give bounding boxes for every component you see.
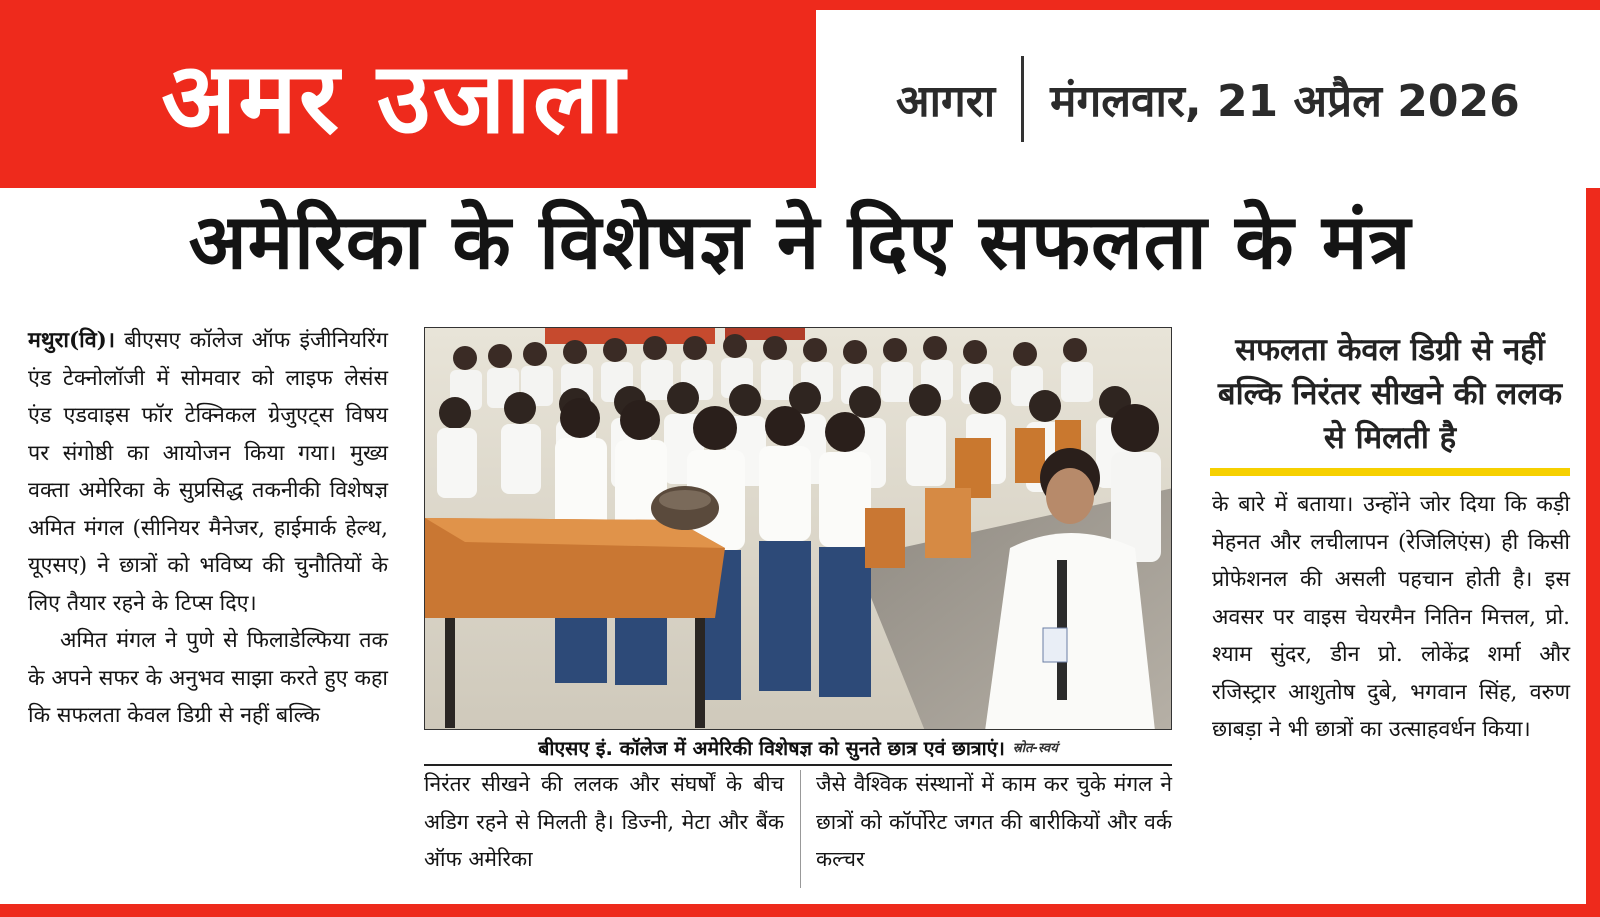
article-column-middle-1: निरंतर सीखने की ललक और संघर्षों के बीच अडिग रहने से मिलती है। डिज्नी, मेटा और बैंक ऑफ अमेरिका (424, 772, 784, 871)
edition-date: मंगलवार, 21 अप्रैल 2026 (1050, 76, 1520, 127)
masthead-dateline (812, 0, 1600, 188)
photo-credit: स्रोत-स्वयं (1012, 741, 1058, 756)
article-dateline: मथुरा(वि)। (28, 328, 115, 353)
photo-caption (424, 732, 1172, 762)
pull-quote-underline (1210, 468, 1570, 476)
article-paragraph-1 (28, 322, 388, 622)
article-headline: अमेरिका के विशेषज्ञ ने दिए सफलता के मंत्र (188, 197, 1412, 286)
column-divider (800, 770, 801, 888)
pull-quote: सफलता केवल डिग्री से नहीं बल्कि निरंतर सीखने की ललक से मिलती है (1217, 332, 1563, 456)
classroom-photo-illustration (425, 328, 1172, 730)
article-column-left (28, 322, 388, 735)
edition-city: आगरा (896, 76, 996, 127)
article-paragraph-2: अमित मंगल ने पुणे से फिलाडेल्फिया तक के अपने सफर के अनुभव साझा करते हुए कहा कि सफलता केवल डिग्री से नहीं बल्कि (28, 628, 388, 728)
caption-text: बीएसए इं. कॉलेज में अमेरिकी विशेषज्ञ को सुनते छात्र एवं छात्राएं। (538, 736, 1005, 760)
article-column-middle-2: जैसे वैश्विक संस्थानों में काम कर चुके मंगल ने छात्रों को कॉर्पोरेट जगत की बारीकियों और वर्क कल्चर (816, 772, 1172, 871)
article-column-right: के बारे में बताया। उन्होंने जोर दिया कि कड़ी मेहनत और लचीलापन (रेजिलिएंस) ही किसी प्रोफेशनल की असली पहचान होती है। इस अवसर पर वाइस चेयरमैन नितिन मित्तल, प्रो. श्याम सुंदर, डीन प्रो. लोकेंद्र शर्मा और रजिस्ट्रार आशुतोष दुबे, भगवान सिंह, वरुण छाबड़ा ने भी छात्रों का उत्साहवर्धन किया। (1212, 492, 1570, 742)
masthead-logo (0, 0, 812, 188)
page-frame-right (1586, 188, 1600, 917)
paragraph-1-text: बीएसए कॉलेज ऑफ इंजीनियरिंग एंड टेक्नोलॉजी में सोमवार को लाइफ लेसंस एंड एडवाइस फॉर टेक्निकल ग्रेजुएट्स विषय पर संगोष्ठी का आयोजन किया गया। मुख्य वक्ता अमेरिका के सुप्रसिद्ध तकनीकी विशेषज्ञ अमित मंगल (सीनियर मैनेजर, हाईमार्क हेल्थ, यूएसए) ने छात्रों को भविष्य की चुनौतियों के लिए तैयार रहने के टिप्स दिए। (28, 328, 388, 616)
dateline-divider (1021, 56, 1024, 142)
page-frame-bottom (0, 904, 1600, 917)
newspaper-brand: अमर उजाला (161, 42, 627, 156)
article-photo (424, 327, 1172, 730)
